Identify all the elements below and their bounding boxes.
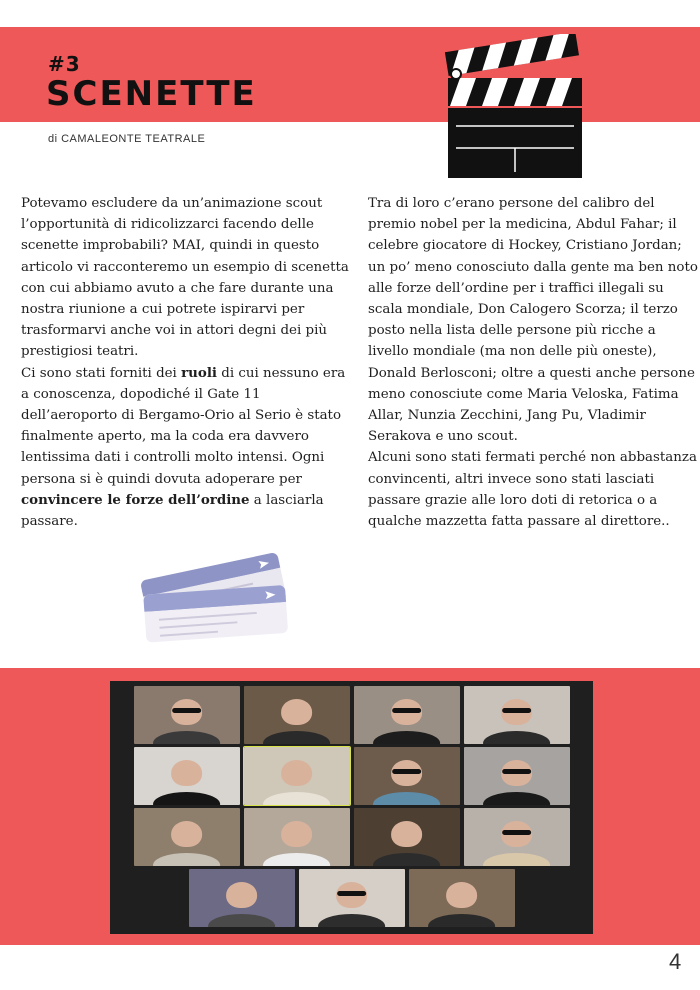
participant-body [263,731,331,744]
participant-face [171,821,203,848]
article-paragraph [368,193,698,447]
participant-tile [134,747,240,805]
text-run: Potevamo escludere da un’animazione scout l’opportunità di ridicolizzarci facendo delle scenette improbabili? MAI, quindi in questo articolo vi racconteremo un esempio di scenetta con cui abbiamo avuto a che fare durante una nostra riunione a cui potrete ispirarvi per trasformarvi anche voi in attori degni dei più prestigiosi teatri. [21,196,349,360]
plane-tickets-icon [133,548,293,648]
participant-body [153,731,221,744]
text-run: Alcuni sono stati fermati perché non abbastanza convincenti, altri invece sono stati lasciati passare grazie alle loro doti di retorica o a qualche mazzetta fatta passare al direttore.. [368,450,697,530]
participant-body [483,792,551,805]
bold-phrase: convincere le forze dell’ordine [21,491,250,508]
participant-tile [134,686,240,744]
participant-body [263,853,331,866]
byline: di CAMALEONTE TEATRALE [48,133,206,145]
participant-tile [299,869,405,927]
participant-tile [244,808,350,866]
video-call-screenshot [110,681,593,934]
bold-phrase: ruoli [181,364,218,381]
participant-face [226,882,258,909]
participant-body [428,914,496,927]
participant-tile [354,747,460,805]
article-column-left [21,193,351,532]
sunglasses-icon [337,891,367,896]
article-column-right [368,193,698,532]
text-run: di cui nessuno era a conoscenza, dopodiché il Gate 11 dell’aeroporto di Bergamo-Orio al Serio è stato finalmente aperto, ma la coda era davvero lentissima dati i controlli molto intensi. Ogni persona si è quindi dovuta adoperare per [21,365,346,487]
participant-body [263,792,331,805]
issue-number: #3 [48,52,81,76]
participant-body [373,792,441,805]
sunglasses-icon [502,769,532,774]
participant-body [483,731,551,744]
participant-tile [244,747,350,805]
text-run: Tra di loro c’erano persone del calibro del premio nobel per la medicina, Abdul Fahar; il celebre giocatore di Hockey, Cristiano Jordan; un po’ meno conosciuto dalla gente ma ben noto alle forze dell’ordine per i traffici illegali su scala mondiale, Don Calogero Scorza; il terzo posto nella lista delle persone più ricche a livello mondiale (ma non delle più oneste), Donald Berlosconi; oltre a questi anche persone meno conosciute come Maria Veloska, Fatima Allar, Nunzia Zecchini, Jang Pu, Vladimir Serakova e uno scout. [368,196,698,445]
text-run: a lasciarla passare. [21,492,324,530]
participant-tile [354,686,460,744]
participant-face [171,760,203,787]
participant-tile [464,808,570,866]
participant-face [281,699,313,726]
participant-face [281,821,313,848]
participant-body [373,731,441,744]
article-paragraph [21,363,351,533]
participant-body [483,853,551,866]
participant-face [446,882,478,909]
participant-body [208,914,276,927]
participant-tile [464,747,570,805]
participant-body [153,792,221,805]
participant-tile [354,808,460,866]
sunglasses-icon [502,708,532,713]
sunglasses-icon [502,830,532,835]
article-paragraph [368,447,698,532]
participant-body [153,853,221,866]
participant-body [373,853,441,866]
sunglasses-icon [172,708,202,713]
participant-tile [244,686,350,744]
participant-tile [134,808,240,866]
participant-face [391,821,423,848]
participant-tile [409,869,515,927]
clapperboard-icon [438,34,588,182]
article-paragraph [21,193,351,363]
participant-tile [464,686,570,744]
text-run: Ci sono stati forniti dei [21,365,182,381]
sunglasses-icon [392,708,422,713]
article-title: SCENETTE [46,74,257,114]
sunglasses-icon [392,769,422,774]
participant-face [281,760,313,787]
participant-tile [189,869,295,927]
page-number: 4 [669,949,682,974]
participant-body [318,914,386,927]
